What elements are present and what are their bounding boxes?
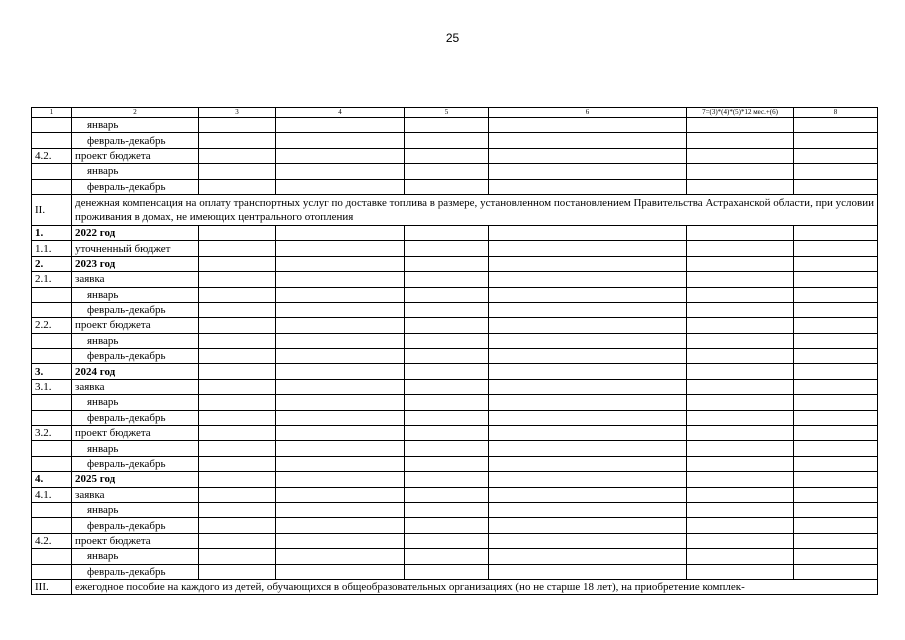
row-label: уточненный бюджет xyxy=(72,241,199,256)
table-row xyxy=(32,241,878,256)
section-title: ежегодное пособие на каждого из детей, обучающихся в общеобразовательных организациях (но не старше 18 лет), на приобретение комплек- xyxy=(72,579,878,594)
value-cell xyxy=(276,472,405,487)
value-cell xyxy=(794,456,878,471)
value-cell xyxy=(687,179,794,194)
page-number: 25 xyxy=(445,31,460,45)
row-label: январь xyxy=(72,395,199,410)
header-cell: 2 xyxy=(72,108,199,118)
value-cell xyxy=(794,518,878,533)
value-cell xyxy=(405,225,489,240)
value-cell xyxy=(405,456,489,471)
value-cell xyxy=(199,333,276,348)
value-cell xyxy=(794,395,878,410)
value-cell xyxy=(276,518,405,533)
value-cell xyxy=(405,287,489,302)
value-cell xyxy=(199,272,276,287)
row-number: 4.2. xyxy=(32,533,72,548)
value-cell xyxy=(794,272,878,287)
row-number xyxy=(32,287,72,302)
section-title: денежная компенсация на оплату транспортных услуг по доставке топлива в размере, установленном постановлением Правительства Астраханской области, при условии проживания в домах, не имеющих центрального отопления xyxy=(72,194,878,225)
value-cell xyxy=(687,333,794,348)
value-cell xyxy=(199,133,276,148)
value-cell xyxy=(687,533,794,548)
header-row xyxy=(32,108,878,118)
value-cell xyxy=(687,518,794,533)
table-row xyxy=(32,349,878,364)
value-cell xyxy=(405,302,489,317)
value-cell xyxy=(276,549,405,564)
value-cell xyxy=(489,118,687,133)
value-cell xyxy=(405,502,489,517)
value-cell xyxy=(276,379,405,394)
value-cell xyxy=(687,272,794,287)
value-cell xyxy=(405,349,489,364)
table-row xyxy=(32,118,878,133)
row-number xyxy=(32,564,72,579)
value-cell xyxy=(405,549,489,564)
table-row xyxy=(32,426,878,441)
value-cell xyxy=(687,395,794,410)
row-number: 3.1. xyxy=(32,379,72,394)
row-label: январь xyxy=(72,333,199,348)
row-label: 2024 год xyxy=(72,364,199,379)
value-cell xyxy=(794,487,878,502)
header-cell: 5 xyxy=(405,108,489,118)
row-label: заявка xyxy=(72,379,199,394)
value-cell xyxy=(794,287,878,302)
row-label: январь xyxy=(72,502,199,517)
value-cell xyxy=(687,318,794,333)
row-label: 2023 год xyxy=(72,256,199,271)
row-number xyxy=(32,502,72,517)
table-row xyxy=(32,272,878,287)
value-cell xyxy=(276,364,405,379)
value-cell xyxy=(276,133,405,148)
value-cell xyxy=(794,549,878,564)
row-number xyxy=(32,456,72,471)
value-cell xyxy=(489,410,687,425)
value-cell xyxy=(405,118,489,133)
row-number xyxy=(32,410,72,425)
value-cell xyxy=(489,148,687,163)
value-cell xyxy=(489,426,687,441)
value-cell xyxy=(489,318,687,333)
row-label: январь xyxy=(72,287,199,302)
value-cell xyxy=(489,533,687,548)
value-cell xyxy=(794,256,878,271)
value-cell xyxy=(489,241,687,256)
value-cell xyxy=(794,533,878,548)
row-label: заявка xyxy=(72,272,199,287)
value-cell xyxy=(199,148,276,163)
row-number: 3. xyxy=(32,364,72,379)
table-row xyxy=(32,333,878,348)
value-cell xyxy=(687,349,794,364)
table-row xyxy=(32,225,878,240)
row-number xyxy=(32,302,72,317)
row-number xyxy=(32,133,72,148)
value-cell xyxy=(405,441,489,456)
value-cell xyxy=(199,533,276,548)
value-cell xyxy=(489,133,687,148)
value-cell xyxy=(489,549,687,564)
value-cell xyxy=(276,225,405,240)
value-cell xyxy=(405,410,489,425)
value-cell xyxy=(687,164,794,179)
table-row xyxy=(32,441,878,456)
value-cell xyxy=(794,426,878,441)
row-number: III. xyxy=(32,579,72,594)
row-number xyxy=(32,549,72,564)
row-label: проект бюджета xyxy=(72,318,199,333)
table-row xyxy=(32,502,878,517)
header-cell: 1 xyxy=(32,108,72,118)
value-cell xyxy=(687,379,794,394)
value-cell xyxy=(405,395,489,410)
value-cell xyxy=(199,241,276,256)
value-cell xyxy=(199,349,276,364)
row-label: февраль-декабрь xyxy=(72,349,199,364)
value-cell xyxy=(199,395,276,410)
value-cell xyxy=(794,364,878,379)
row-number xyxy=(32,395,72,410)
value-cell xyxy=(276,441,405,456)
value-cell xyxy=(687,564,794,579)
value-cell xyxy=(276,533,405,548)
value-cell xyxy=(199,472,276,487)
value-cell xyxy=(405,564,489,579)
value-cell xyxy=(489,472,687,487)
value-cell xyxy=(405,148,489,163)
row-number: 4. xyxy=(32,472,72,487)
value-cell xyxy=(199,549,276,564)
table-row xyxy=(32,302,878,317)
row-label: февраль-декабрь xyxy=(72,133,199,148)
row-number xyxy=(32,164,72,179)
value-cell xyxy=(687,225,794,240)
value-cell xyxy=(687,426,794,441)
value-cell xyxy=(276,410,405,425)
value-cell xyxy=(405,487,489,502)
value-cell xyxy=(687,441,794,456)
value-cell xyxy=(405,426,489,441)
header-cell: 6 xyxy=(489,108,687,118)
row-number: 2.2. xyxy=(32,318,72,333)
header-cell: 7=(3)*(4)*(5)*12 мес.+(6) xyxy=(687,108,794,118)
row-label: 2022 год xyxy=(72,225,199,240)
header-cell: 8 xyxy=(794,108,878,118)
value-cell xyxy=(405,256,489,271)
value-cell xyxy=(489,272,687,287)
value-cell xyxy=(199,179,276,194)
value-cell xyxy=(276,395,405,410)
value-cell xyxy=(489,502,687,517)
value-cell xyxy=(794,472,878,487)
row-label: 2025 год xyxy=(72,472,199,487)
value-cell xyxy=(405,318,489,333)
value-cell xyxy=(794,502,878,517)
table-row xyxy=(32,287,878,302)
row-label: заявка xyxy=(72,487,199,502)
table-row xyxy=(32,533,878,548)
table-row xyxy=(32,456,878,471)
value-cell xyxy=(687,456,794,471)
value-cell xyxy=(687,549,794,564)
row-label: проект бюджета xyxy=(72,426,199,441)
value-cell xyxy=(794,118,878,133)
value-cell xyxy=(199,302,276,317)
row-number xyxy=(32,518,72,533)
value-cell xyxy=(687,256,794,271)
value-cell xyxy=(276,256,405,271)
header-cell: 3 xyxy=(199,108,276,118)
value-cell xyxy=(794,133,878,148)
value-cell xyxy=(687,241,794,256)
value-cell xyxy=(276,302,405,317)
table-row xyxy=(32,133,878,148)
value-cell xyxy=(489,441,687,456)
value-cell xyxy=(405,241,489,256)
value-cell xyxy=(794,225,878,240)
value-cell xyxy=(405,364,489,379)
header-cell: 4 xyxy=(276,108,405,118)
value-cell xyxy=(276,164,405,179)
value-cell xyxy=(276,502,405,517)
value-cell xyxy=(489,179,687,194)
row-label: февраль-декабрь xyxy=(72,518,199,533)
value-cell xyxy=(276,487,405,502)
table-row xyxy=(32,564,878,579)
value-cell xyxy=(687,133,794,148)
value-cell xyxy=(489,379,687,394)
value-cell xyxy=(276,426,405,441)
value-cell xyxy=(199,164,276,179)
value-cell xyxy=(199,487,276,502)
value-cell xyxy=(199,410,276,425)
value-cell xyxy=(687,410,794,425)
value-cell xyxy=(794,333,878,348)
value-cell xyxy=(276,564,405,579)
row-number xyxy=(32,441,72,456)
value-cell xyxy=(489,256,687,271)
value-cell xyxy=(687,287,794,302)
row-label: январь xyxy=(72,549,199,564)
value-cell xyxy=(489,395,687,410)
value-cell xyxy=(199,379,276,394)
row-label: февраль-декабрь xyxy=(72,302,199,317)
value-cell xyxy=(489,225,687,240)
value-cell xyxy=(794,441,878,456)
row-number xyxy=(32,349,72,364)
value-cell xyxy=(794,148,878,163)
row-number xyxy=(32,118,72,133)
value-cell xyxy=(794,318,878,333)
value-cell xyxy=(199,564,276,579)
table-row xyxy=(32,487,878,502)
value-cell xyxy=(489,364,687,379)
value-cell xyxy=(199,225,276,240)
row-number: 2. xyxy=(32,256,72,271)
value-cell xyxy=(794,379,878,394)
value-cell xyxy=(405,272,489,287)
value-cell xyxy=(276,318,405,333)
value-cell xyxy=(199,287,276,302)
value-cell xyxy=(405,133,489,148)
value-cell xyxy=(794,564,878,579)
value-cell xyxy=(276,272,405,287)
row-number: 3.2. xyxy=(32,426,72,441)
value-cell xyxy=(199,502,276,517)
table-row xyxy=(32,256,878,271)
value-cell xyxy=(687,472,794,487)
row-label: февраль-декабрь xyxy=(72,410,199,425)
value-cell xyxy=(405,333,489,348)
table-row xyxy=(32,395,878,410)
value-cell xyxy=(489,487,687,502)
table-row xyxy=(32,318,878,333)
table-row xyxy=(32,179,878,194)
value-cell xyxy=(199,118,276,133)
table-row xyxy=(32,549,878,564)
value-cell xyxy=(687,118,794,133)
value-cell xyxy=(199,318,276,333)
value-cell xyxy=(794,179,878,194)
value-cell xyxy=(794,349,878,364)
table-row xyxy=(32,472,878,487)
value-cell xyxy=(276,287,405,302)
value-cell xyxy=(405,472,489,487)
table-row xyxy=(32,410,878,425)
value-cell xyxy=(489,333,687,348)
value-cell xyxy=(276,148,405,163)
section-row xyxy=(32,194,878,225)
table-row xyxy=(32,518,878,533)
row-number: 2.1. xyxy=(32,272,72,287)
value-cell xyxy=(276,179,405,194)
row-number xyxy=(32,179,72,194)
row-label: январь xyxy=(72,118,199,133)
value-cell xyxy=(199,426,276,441)
row-label: проект бюджета xyxy=(72,533,199,548)
value-cell xyxy=(687,148,794,163)
value-cell xyxy=(276,241,405,256)
value-cell xyxy=(199,518,276,533)
value-cell xyxy=(794,241,878,256)
value-cell xyxy=(199,364,276,379)
table-row xyxy=(32,164,878,179)
value-cell xyxy=(489,287,687,302)
value-cell xyxy=(276,333,405,348)
table-row xyxy=(32,148,878,163)
value-cell xyxy=(199,441,276,456)
row-label: февраль-декабрь xyxy=(72,456,199,471)
value-cell xyxy=(489,349,687,364)
value-cell xyxy=(405,179,489,194)
value-cell xyxy=(489,164,687,179)
row-number: 4.2. xyxy=(32,148,72,163)
value-cell xyxy=(489,518,687,533)
value-cell xyxy=(405,533,489,548)
value-cell xyxy=(199,256,276,271)
value-cell xyxy=(687,302,794,317)
value-cell xyxy=(794,302,878,317)
section-row xyxy=(32,579,878,594)
value-cell xyxy=(687,487,794,502)
value-cell xyxy=(489,564,687,579)
value-cell xyxy=(405,164,489,179)
value-cell xyxy=(199,456,276,471)
row-label: январь xyxy=(72,164,199,179)
row-number: II. xyxy=(32,194,72,225)
row-number: 4.1. xyxy=(32,487,72,502)
table-row xyxy=(32,379,878,394)
row-label: февраль-декабрь xyxy=(72,179,199,194)
value-cell xyxy=(405,518,489,533)
table-row xyxy=(32,364,878,379)
value-cell xyxy=(489,456,687,471)
value-cell xyxy=(276,118,405,133)
value-cell xyxy=(489,302,687,317)
budget-table xyxy=(31,107,878,595)
value-cell xyxy=(276,456,405,471)
value-cell xyxy=(687,502,794,517)
row-label: проект бюджета xyxy=(72,148,199,163)
value-cell xyxy=(794,410,878,425)
value-cell xyxy=(405,379,489,394)
row-number: 1.1. xyxy=(32,241,72,256)
row-number xyxy=(32,333,72,348)
value-cell xyxy=(276,349,405,364)
value-cell xyxy=(687,364,794,379)
row-number: 1. xyxy=(32,225,72,240)
row-label: февраль-декабрь xyxy=(72,564,199,579)
value-cell xyxy=(794,164,878,179)
row-label: январь xyxy=(72,441,199,456)
